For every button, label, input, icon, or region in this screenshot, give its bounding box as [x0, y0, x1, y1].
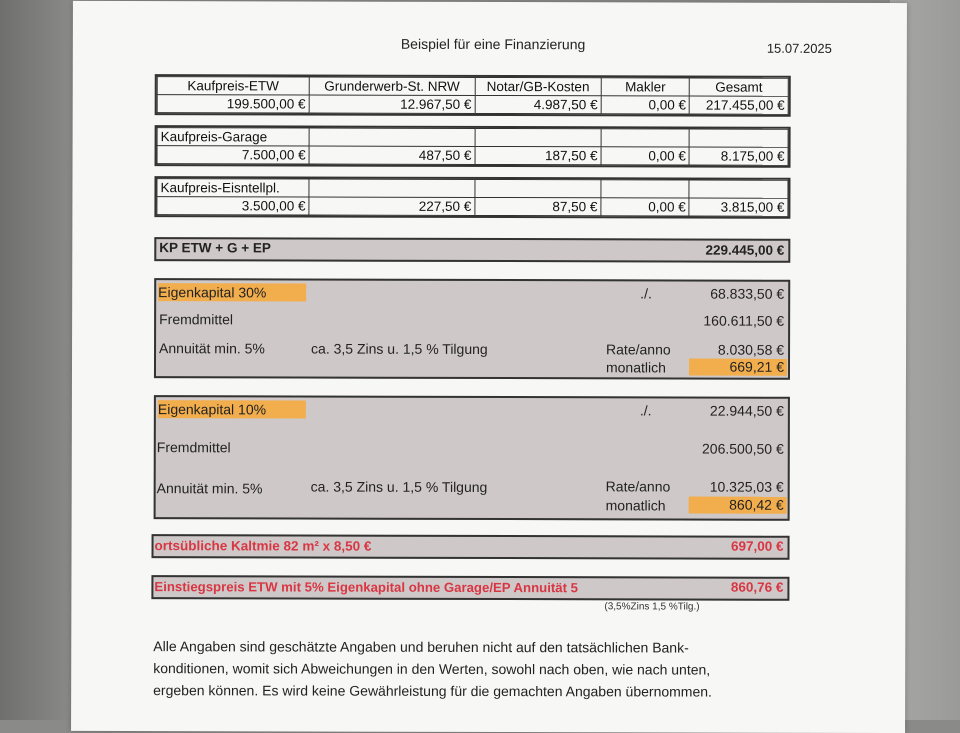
rate-30-value: 8.030,58 € [717, 341, 785, 358]
table-etw [157, 76, 789, 115]
scenario-10-box [154, 395, 790, 521]
cell-etw-notar: 4.987,50 € [475, 95, 601, 113]
cell-garage-makler: 0,00 € [601, 147, 689, 165]
col-header-kaufpreis: Kaufpreis-ETW [157, 77, 309, 95]
document-date: 15.07.2025 [766, 40, 832, 56]
disclaimer [153, 635, 813, 703]
debt-30-label: Fremdmittel [159, 311, 234, 328]
rent-value: 697,00 € [730, 538, 784, 554]
total-row [154, 237, 790, 263]
entry-price-value: 860,76 € [730, 579, 784, 595]
col-header-gesamt: Gesamt [690, 78, 789, 96]
annuity-30-label: Annuität min. 5% [159, 340, 265, 357]
cell-etw-gesamt: 217.455,00 € [689, 96, 788, 114]
disclaimer-line-2: konditionen, womit sich Abweichungen in den Werten, sowohl nach oben, wie nach unten, [153, 660, 711, 678]
equity-30-minus: ./. [640, 285, 652, 302]
monthly-10-label: monatlich [605, 497, 666, 514]
document-title: Beispiel für eine Finanzierung [400, 35, 586, 53]
entry-price-note: (3,5%Zins 1,5 %Tilg.) [604, 601, 700, 613]
disclaimer-line-3: ergeben können. Es wird keine Gewährleistung für die gemachten Angaben übernommen. [153, 682, 712, 700]
cell-garage-gesamt: 8.175,00 € [689, 147, 788, 165]
annuity-30-desc: ca. 3,5 Zins u. 1,5 % Tilgung [311, 340, 488, 357]
equity-10-label: Eigenkapital 10% [158, 400, 306, 418]
total-value: 229.445,00 € [705, 242, 785, 258]
table-garage [157, 127, 789, 166]
cell-ep-gesamt: 3.815,00 € [689, 198, 788, 216]
disclaimer-line-1: Alle Angaben sind geschätzte Angaben und beruhen nicht auf den tatsächlichen Bank- [153, 638, 689, 656]
rate-10-value: 10.325,03 € [709, 478, 784, 495]
col-header-notar: Notar/GB-Kosten [475, 77, 601, 95]
equity-10-minus: ./. [639, 402, 652, 419]
entry-price-label: Einstiegspreis ETW mit 5% Eigenkapital ohne Garage/EP Annuität 5 [154, 579, 579, 596]
entry-price-row [151, 575, 789, 601]
annuity-10-label: Annuität min. 5% [156, 480, 263, 497]
table-einstellplatz [156, 178, 788, 217]
col-header-makler: Makler [601, 78, 689, 96]
equity-30-label: Eigenkapital 30% [158, 283, 306, 301]
einstellplatz-label: Kaufpreis-Eisntellpl. [157, 179, 309, 197]
cell-garage-grunderwerb: 487,50 € [309, 146, 475, 164]
cell-ep-grunderwerb: 227,50 € [309, 197, 475, 215]
document-page [71, 1, 907, 733]
background-left [0, 0, 80, 720]
cell-ep-notar: 87,50 € [475, 197, 601, 215]
annuity-10-desc: ca. 3,5 Zins u. 1,5 % Tilgung [310, 478, 488, 495]
rate-10-label: Rate/anno [605, 478, 671, 495]
scenario-30-box [154, 278, 790, 380]
monthly-10-value: 860,42 € [689, 497, 787, 514]
cell-garage-notar: 187,50 € [475, 146, 601, 164]
equity-10-value: 22.944,50 € [709, 402, 784, 419]
cell-etw-grunderwerb: 12.967,50 € [309, 95, 475, 113]
cell-etw-kaufpreis: 199.500,00 € [157, 95, 309, 113]
total-label: KP ETW + G + EP [159, 240, 271, 256]
debt-10-value: 206.500,50 € [702, 440, 784, 457]
cell-ep-kaufpreis: 3.500,00 € [157, 197, 309, 215]
rate-30-label: Rate/anno [606, 341, 671, 358]
cell-garage-kaufpreis: 7.500,00 € [157, 146, 309, 164]
equity-30-value: 68.833,50 € [710, 285, 785, 302]
debt-10-label: Fremdmittel [156, 439, 231, 456]
monthly-30-value: 669,21 € [689, 359, 787, 376]
monthly-30-label: monatlich [605, 359, 666, 376]
garage-label: Kaufpreis-Garage [157, 128, 309, 146]
cell-ep-makler: 0,00 € [601, 198, 689, 216]
col-header-grunderwerb: Grunderwerb-St. NRW [309, 77, 475, 95]
debt-30-value: 160.611,50 € [703, 312, 785, 329]
cell-etw-makler: 0,00 € [601, 96, 689, 114]
rent-label: ortsübliche Kaltmie 82 m² x 8,50 € [154, 538, 372, 554]
rent-row [151, 534, 789, 560]
